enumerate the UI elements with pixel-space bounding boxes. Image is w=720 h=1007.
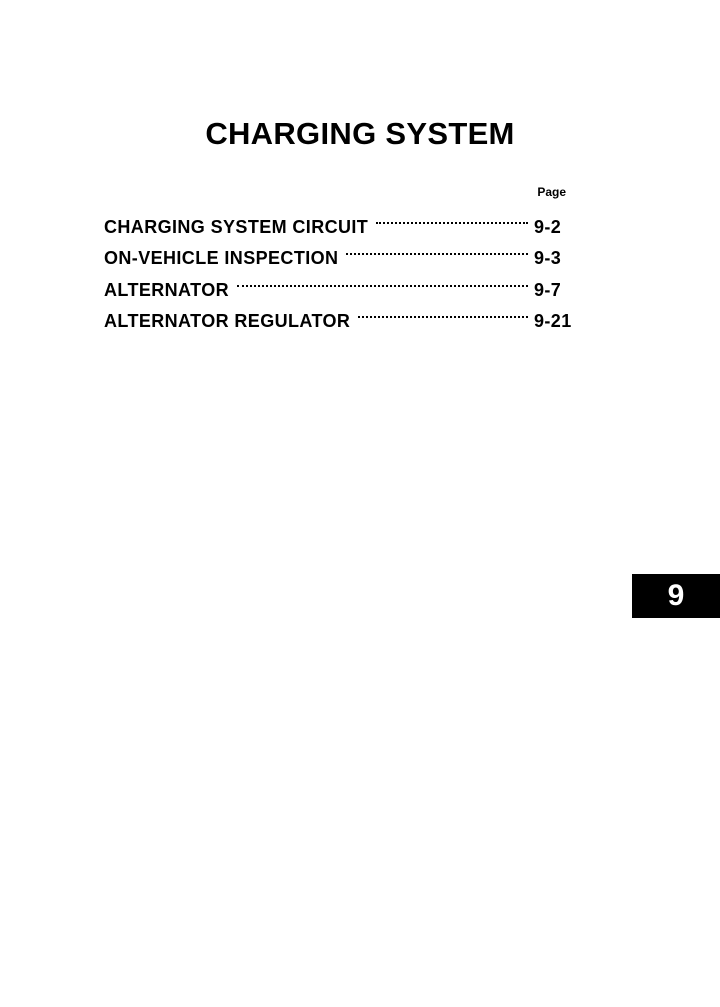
toc-entry-page: 9-7 [534,279,562,300]
toc-entry-charging-system-circuit[interactable] [104,201,582,237]
chapter-tab: 9 [632,574,720,618]
toc-leader-dots [358,296,528,328]
toc-leader-dots [237,264,528,296]
toc-entry-label: ALTERNATOR [104,279,229,300]
toc-leader-dots [376,201,528,233]
toc-leader-dots [346,233,528,265]
toc-entry-label: ALTERNATOR REGULATOR [104,311,351,331]
toc-entry-page: 9-21 [534,311,572,331]
toc-entry-label: CHARGING SYSTEM CIRCUIT [104,216,369,237]
toc-entry-page: 9-2 [534,216,562,237]
table-of-contents [104,183,582,331]
toc-entry-label: ON-VEHICLE INSPECTION [104,248,339,268]
page-title: CHARGING SYSTEM [205,116,515,151]
toc-entry-page: 9-3 [534,248,562,268]
page-column-header: Page [537,185,566,199]
